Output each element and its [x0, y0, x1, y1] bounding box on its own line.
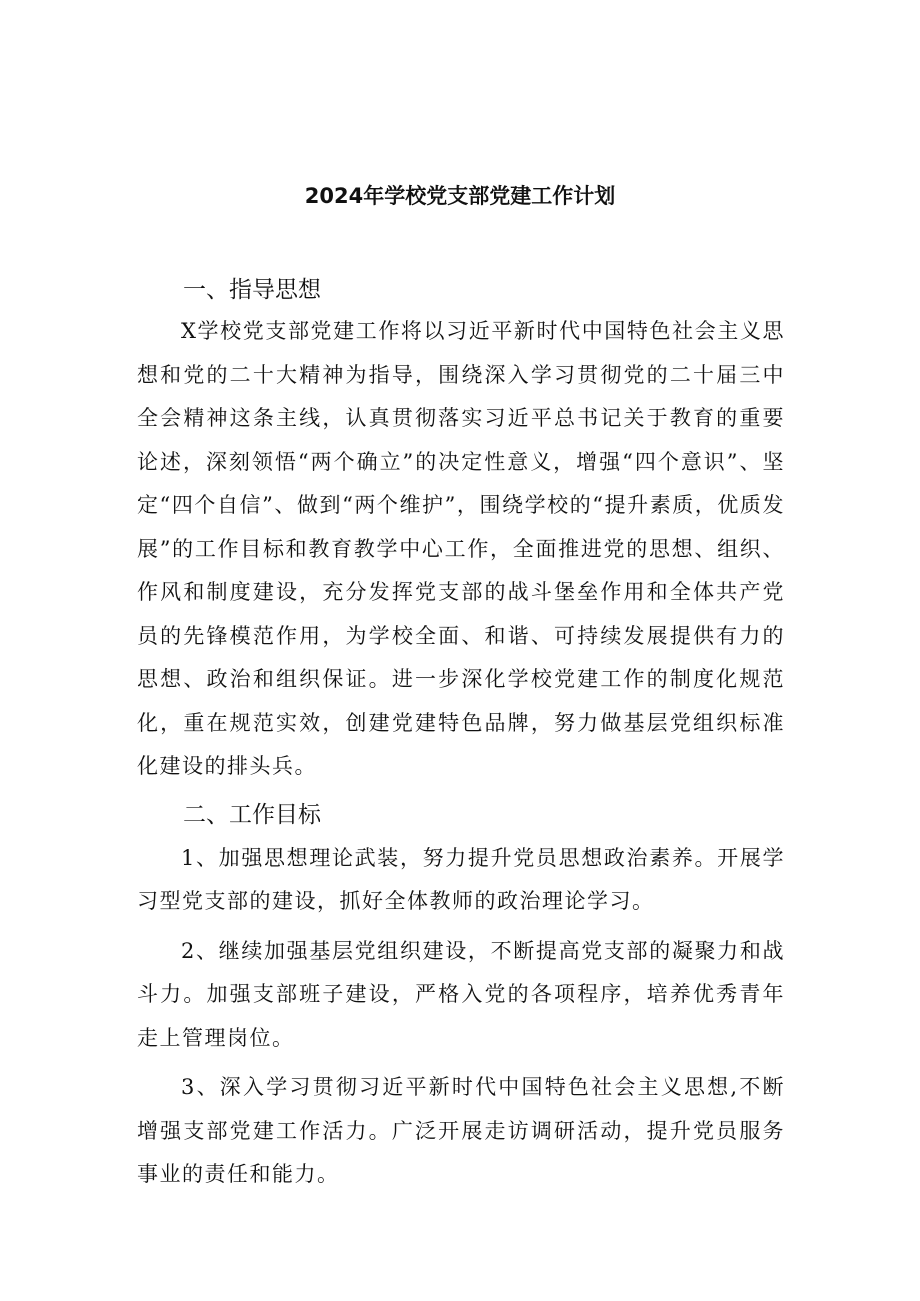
- section-heading-guiding-ideology: 一、指导思想: [183, 277, 321, 303]
- paragraph-goal-2: 2、继续加强基层党组织建设，不断提高党支部的凝聚力和战斗力。加强支部班子建设，严格入党的各项程序，培养优秀青年走上管理岗位。: [137, 938, 785, 1050]
- document-body: [137, 270, 785, 1197]
- paragraph-goal-1: 1、加强思想理论武装，努力提升党员思想政治素养。开展学习型党支部的建设，抓好全体教师的政治理论学习。: [137, 845, 785, 913]
- paragraph-goal-3: 3、深入学习贯彻习近平新时代中国特色社会主义思想,不断增强支部党建工作活力。广泛开展走访调研活动，提升党员服务事业的责任和能力。: [137, 1075, 785, 1186]
- paragraph-guiding-ideology: X学校党支部党建工作将以习近平新时代中国特色社会主义思想和党的二十大精神为指导，围绕深入学习贯彻党的二十届三中全会精神这条主线，认真贯彻落实习近平总书记关于教育的重要论述，深刻领悟“两个确立”的决定性意义，增强“四个意识”、坚定“四个自信”、做到“两个维护”，围绕学校的“提升素质，优质发展”的工作目标和教育教学中心工作，全面推进党的思想、组织、作风和制度建设，充分发挥党支部的战斗堡垒作用和全体共产党员的先锋模范作用，为学校全面、和谐、可持续发展提供有力的思想、政治和组织保证。进一步深化学校党建工作的制度化规范化，重在规范实效，创建党建特色品牌，努力做基层党组织标准化建设的排头兵。: [137, 319, 785, 778]
- document-title: 2024年学校党支部党建工作计划: [304, 184, 616, 208]
- section-heading-work-goals: 二、工作目标: [183, 801, 321, 828]
